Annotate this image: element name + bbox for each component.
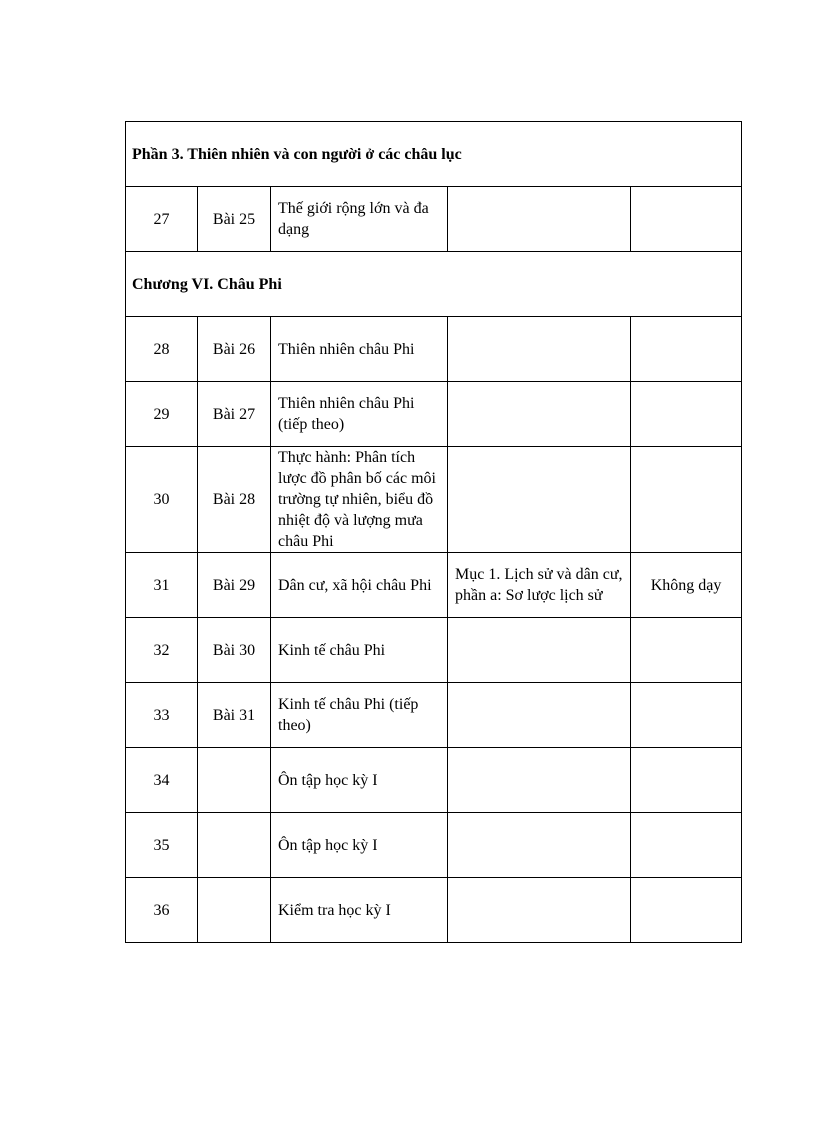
note-cell — [631, 748, 742, 813]
row-number: 29 — [126, 382, 198, 447]
lesson-title: Thế giới rộng lớn và đa dạng — [271, 187, 448, 252]
lesson-title: Thiên nhiên châu Phi — [271, 317, 448, 382]
adjustment-cell — [448, 187, 631, 252]
adjustment-cell — [448, 317, 631, 382]
table-row — [126, 382, 742, 447]
adjustment-cell — [448, 813, 631, 878]
lesson-cell: Bài 31 — [198, 683, 271, 748]
adjustment-cell — [448, 748, 631, 813]
lesson-title: Dân cư, xã hội châu Phi — [271, 553, 448, 618]
lesson-title: Ôn tập học kỳ I — [271, 813, 448, 878]
lesson-title: Kinh tế châu Phi (tiếp theo) — [271, 683, 448, 748]
lesson-cell — [198, 878, 271, 943]
row-number: 36 — [126, 878, 198, 943]
chapter-row — [126, 252, 742, 317]
lesson-title: Kinh tế châu Phi — [271, 618, 448, 683]
row-number: 35 — [126, 813, 198, 878]
table-row — [126, 553, 742, 618]
lesson-title: Kiểm tra học kỳ I — [271, 878, 448, 943]
row-number: 33 — [126, 683, 198, 748]
row-number: 27 — [126, 187, 198, 252]
row-number: 31 — [126, 553, 198, 618]
adjustment-cell — [448, 447, 631, 553]
note-cell — [631, 187, 742, 252]
lesson-title: Thiên nhiên châu Phi (tiếp theo) — [271, 382, 448, 447]
curriculum-table — [125, 121, 742, 943]
lesson-title: Thực hành: Phân tích lược đồ phân bố các môi trường tự nhiên, biểu đồ nhiệt độ và lượng mưa châu Phi — [271, 447, 448, 553]
lesson-title: Ôn tập học kỳ I — [271, 748, 448, 813]
row-number: 34 — [126, 748, 198, 813]
section-row — [126, 122, 742, 187]
adjustment-cell — [448, 618, 631, 683]
adjustment-cell: Mục 1. Lịch sử và dân cư, phần a: Sơ lược lịch sử — [448, 553, 631, 618]
note-cell — [631, 878, 742, 943]
table-row — [126, 748, 742, 813]
note-cell: Không dạy — [631, 553, 742, 618]
table-row — [126, 317, 742, 382]
adjustment-cell — [448, 683, 631, 748]
table-row — [126, 447, 742, 553]
note-cell — [631, 683, 742, 748]
table-row — [126, 683, 742, 748]
table-row — [126, 813, 742, 878]
adjustment-cell — [448, 878, 631, 943]
lesson-cell: Bài 29 — [198, 553, 271, 618]
note-cell — [631, 618, 742, 683]
note-cell — [631, 382, 742, 447]
lesson-cell — [198, 813, 271, 878]
lesson-cell: Bài 28 — [198, 447, 271, 553]
chapter-heading: Chương VI. Châu Phi — [126, 252, 742, 317]
note-cell — [631, 317, 742, 382]
row-number: 28 — [126, 317, 198, 382]
table-row — [126, 618, 742, 683]
note-cell — [631, 813, 742, 878]
row-number: 32 — [126, 618, 198, 683]
section-heading: Phần 3. Thiên nhiên và con người ở các châu lục — [126, 122, 742, 187]
adjustment-cell — [448, 382, 631, 447]
lesson-cell: Bài 30 — [198, 618, 271, 683]
row-number: 30 — [126, 447, 198, 553]
lesson-cell: Bài 25 — [198, 187, 271, 252]
table-row — [126, 878, 742, 943]
lesson-cell: Bài 26 — [198, 317, 271, 382]
lesson-cell — [198, 748, 271, 813]
table-row — [126, 187, 742, 252]
note-cell — [631, 447, 742, 553]
lesson-cell: Bài 27 — [198, 382, 271, 447]
